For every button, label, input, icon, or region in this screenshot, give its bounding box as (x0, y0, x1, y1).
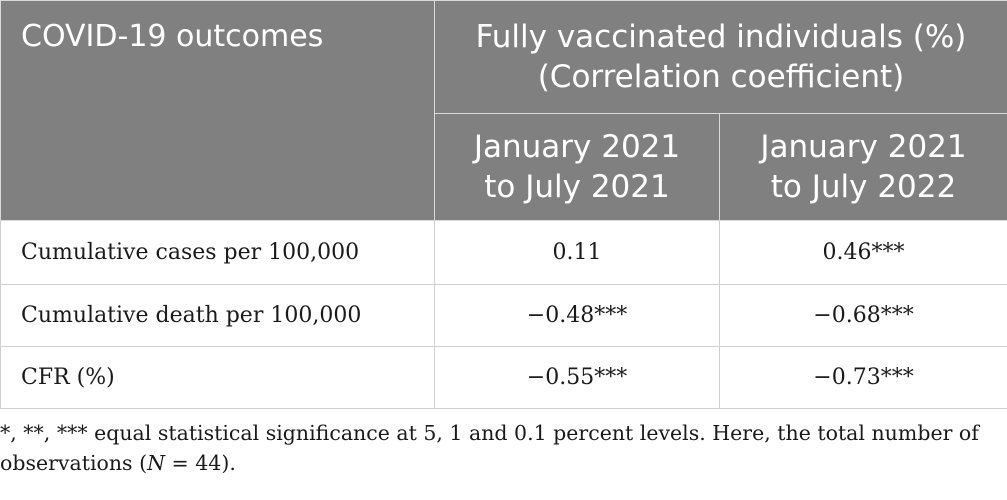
table-footnote (0, 418, 1007, 478)
footnote-n-symbol: N (147, 451, 166, 475)
period1-line1: January 2021 (473, 129, 681, 165)
header-period-2021 (435, 114, 720, 221)
header-covid-outcomes: COVID-19 outcomes (1, 1, 435, 221)
row-value-2021: −0.48*** (435, 285, 720, 347)
row-value-2022: 0.46*** (720, 221, 1007, 285)
row-label: Cumulative cases per 100,000 (1, 221, 435, 285)
row-value-2021: 0.11 (435, 221, 720, 285)
row-label: CFR (%) (1, 347, 435, 409)
row-label: Cumulative death per 100,000 (1, 285, 435, 347)
period2-line2: to July 2022 (770, 169, 957, 205)
header-period-2022 (720, 114, 1007, 221)
period1-line2: to July 2021 (484, 169, 670, 205)
footnote-text-2: = 44). (165, 451, 236, 475)
table-row (1, 221, 1007, 285)
row-value-2022: −0.68*** (720, 285, 1007, 347)
footnote-text-1: *, **, *** equal statistical significance at 5, 1 and 0.1 percent levels. Here, the total number of observations ( (0, 421, 979, 475)
header-group-line1: Fully vaccinated individuals (%) (475, 19, 967, 55)
header-row-top (1, 1, 1007, 114)
header-fully-vaccinated (435, 1, 1007, 114)
table-row (1, 285, 1007, 347)
period2-line1: January 2021 (760, 129, 967, 165)
table-row (1, 347, 1007, 409)
row-value-2022: −0.73*** (720, 347, 1007, 409)
row-value-2021: −0.55*** (435, 347, 720, 409)
header-group-line2: (Correlation coefficient) (537, 59, 905, 95)
